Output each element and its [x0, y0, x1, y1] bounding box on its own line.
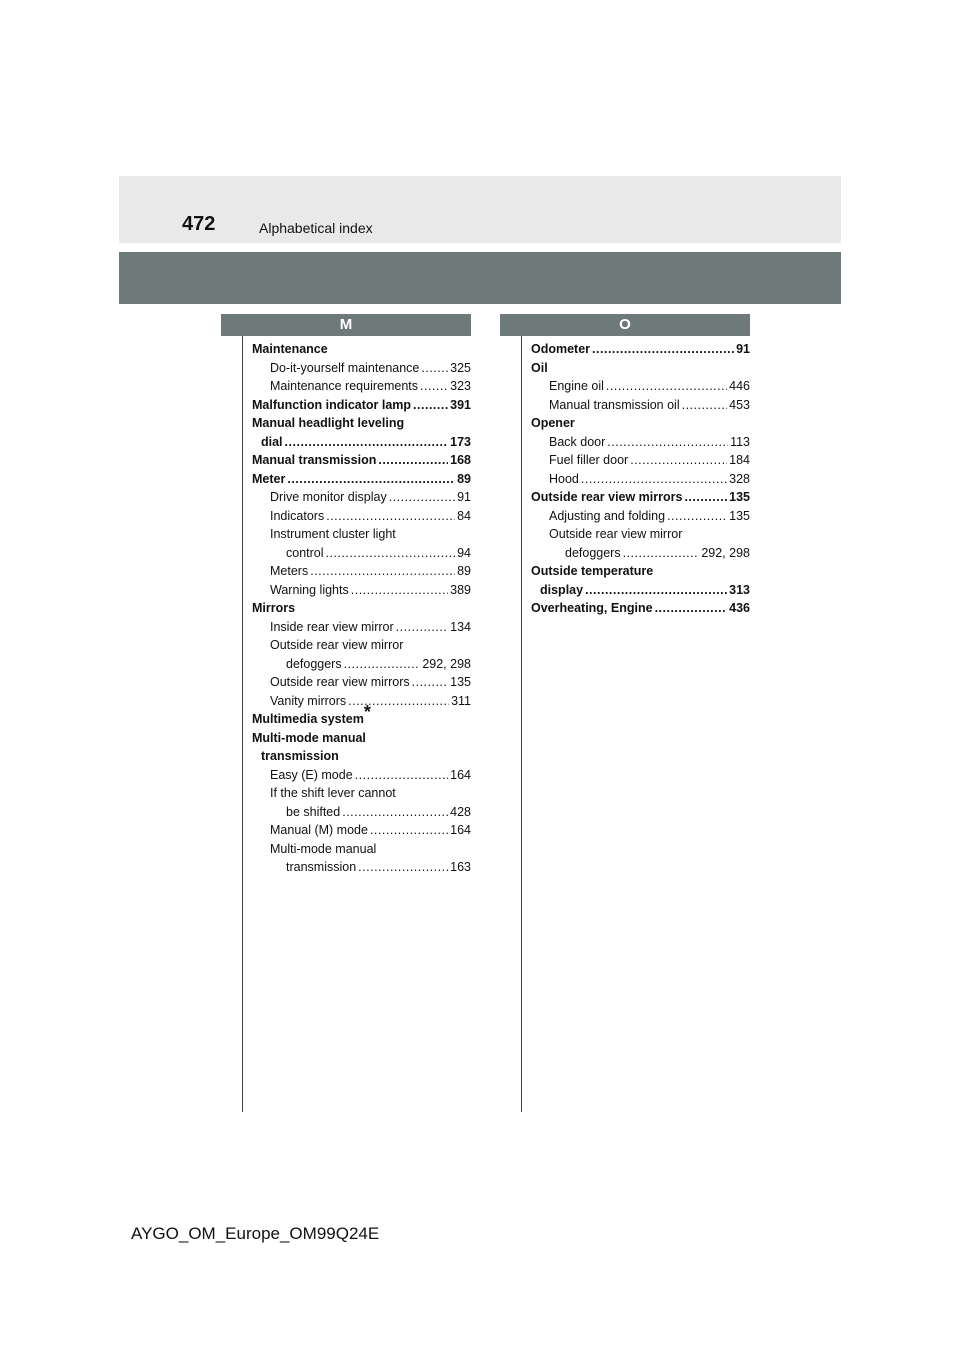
page-reference[interactable]: 428 [450, 804, 471, 819]
index-subentry [252, 692, 471, 711]
entry-term: dial [261, 434, 283, 449]
index-subentry [531, 544, 750, 563]
dot-leader [370, 821, 448, 840]
entry-term: Vanity mirrors [270, 693, 347, 708]
index-entry [252, 729, 471, 748]
entry-term: Easy (E) mode [270, 767, 353, 782]
entry-term: Back door [549, 434, 606, 449]
page-reference[interactable]: 389 [450, 582, 471, 597]
entry-term: Manual transmission oil [549, 397, 680, 412]
index-subentry [531, 507, 750, 526]
page-reference[interactable]: 89 [457, 471, 471, 486]
entry-term: Adjusting and folding [549, 508, 666, 523]
page-reference[interactable]: 446 [729, 379, 750, 393]
index-entry [531, 414, 750, 433]
entry-term: Drive monitor display [270, 490, 387, 504]
page-reference[interactable]: 134 [450, 619, 471, 634]
index-entry [252, 451, 471, 470]
index-entry [531, 488, 750, 507]
page-reference[interactable]: 135 [729, 508, 750, 523]
index-entry [531, 599, 750, 618]
entry-term: Odometer [531, 342, 591, 356]
dot-leader [287, 470, 455, 489]
page-reference[interactable]: 91 [457, 490, 471, 504]
entry-term: Engine oil [549, 379, 604, 393]
index-subentry [252, 488, 471, 507]
column-rule-right [521, 336, 522, 1112]
dot-leader [592, 340, 734, 359]
entry-term: Instrument cluster light [270, 527, 396, 541]
entry-term: Outside rear view mirror [549, 527, 683, 541]
index-subentry [531, 377, 750, 396]
dot-leader [412, 673, 449, 692]
index-subentry [252, 821, 471, 840]
entry-term: Oil [531, 360, 548, 375]
index-entry [252, 340, 471, 359]
page-reference[interactable]: 325 [450, 360, 471, 375]
page-reference[interactable]: 391 [450, 397, 471, 412]
index-entry [252, 599, 471, 618]
dot-leader [682, 396, 728, 415]
page-reference[interactable]: 94 [457, 545, 471, 560]
index-subentry [252, 858, 471, 877]
header-band [119, 176, 841, 243]
index-subentry [252, 655, 471, 674]
dot-leader [378, 451, 448, 470]
dot-leader [326, 507, 455, 526]
dot-leader [351, 581, 448, 600]
index-subentry [252, 618, 471, 637]
dot-leader [344, 655, 421, 674]
page-reference[interactable]: 328 [729, 471, 750, 486]
entry-term: Opener [531, 416, 575, 430]
dot-leader [655, 599, 728, 618]
entry-term: Outside rear view mirror [270, 638, 404, 652]
page-reference[interactable]: 453 [729, 397, 750, 412]
dot-leader [606, 377, 727, 396]
dot-leader [355, 766, 448, 785]
page-reference[interactable]: 313 [729, 582, 750, 597]
entry-term: Manual headlight leveling [252, 416, 405, 430]
entry-term: Outside rear view mirrors [531, 490, 683, 504]
index-subentry [252, 359, 471, 378]
entry-term: defoggers [565, 545, 621, 560]
dot-leader [421, 359, 448, 378]
entry-term: Inside rear view mirror [270, 619, 394, 634]
index-subentry [531, 396, 750, 415]
dot-leader [285, 433, 449, 452]
index-entry [531, 581, 750, 600]
index-entry [252, 414, 471, 433]
dot-leader [607, 433, 728, 452]
index-entry [531, 562, 750, 581]
dot-leader [358, 858, 448, 877]
page-reference[interactable]: 168 [450, 453, 471, 467]
entry-term: be shifted [286, 804, 341, 819]
index-subentry [252, 673, 471, 692]
dot-leader [630, 451, 727, 470]
entry-term: defoggers [286, 656, 342, 671]
index-subentry [531, 525, 750, 544]
entry-term: Multimedia system [252, 712, 364, 726]
index-subentry [252, 562, 471, 581]
index-subentry [252, 766, 471, 785]
dot-leader [581, 470, 727, 489]
index-subentry [252, 840, 471, 859]
index-entry [252, 470, 471, 489]
index-subentry [252, 784, 471, 803]
index-entry [252, 747, 471, 766]
dot-leader [420, 377, 448, 396]
index-subentry [252, 377, 471, 396]
entry-term: Maintenance [252, 342, 328, 356]
entry-term: transmission [261, 749, 339, 763]
page-reference[interactable]: 292, 298 [701, 545, 750, 560]
index-entry [531, 359, 750, 378]
index-subentry [252, 803, 471, 822]
page-reference[interactable]: 173 [450, 434, 471, 449]
index-subentry [252, 581, 471, 600]
entry-term: Outside rear view mirrors [270, 675, 410, 689]
page-reference[interactable]: 164 [450, 767, 471, 782]
letter-header-o: O [500, 314, 750, 336]
index-subentry [531, 433, 750, 452]
dot-leader [326, 544, 456, 563]
index-column-m [252, 340, 471, 877]
page-reference[interactable]: 91 [736, 342, 750, 356]
entry-term: Fuel filler door [549, 453, 629, 467]
entry-term: Mirrors [252, 601, 296, 615]
entry-term: Meter [252, 471, 286, 486]
page-reference[interactable]: 311 [451, 693, 471, 708]
section-title: Alphabetical index [259, 220, 373, 236]
entry-term: Indicators [270, 508, 325, 523]
dot-leader [310, 562, 455, 581]
entry-term: Manual transmission [252, 453, 377, 467]
dot-leader [342, 803, 448, 822]
entry-term: Overheating, Engine [531, 601, 653, 615]
page-reference[interactable]: 184 [729, 453, 750, 467]
page-reference[interactable]: 163 [450, 860, 471, 874]
dot-leader [413, 396, 448, 415]
index-entry [252, 396, 471, 415]
index-subentry [252, 525, 471, 544]
index-subentry [252, 507, 471, 526]
page-reference[interactable]: 89 [457, 564, 471, 578]
page-reference[interactable]: 164 [450, 823, 471, 837]
entry-term: Do-it-yourself maintenance [270, 360, 420, 375]
index-entry [531, 340, 750, 359]
index-entry [252, 433, 471, 452]
entry-term: If the shift lever cannot [270, 786, 396, 800]
entry-term: Maintenance requirements [270, 379, 418, 393]
entry-term: Manual (M) mode [270, 823, 368, 837]
entry-term: Multi-mode manual [252, 730, 366, 745]
index-subentry [252, 544, 471, 563]
dot-leader [623, 544, 700, 563]
page-reference[interactable]: 135 [450, 675, 471, 689]
entry-term: Malfunction indicator lamp [252, 397, 412, 412]
dot-leader [667, 507, 727, 526]
page-reference[interactable]: 436 [729, 601, 750, 615]
entry-term: Warning lights [270, 582, 349, 597]
page-number: 472 [182, 213, 216, 235]
column-rule-left [242, 336, 243, 1112]
entry-term: Multi-mode manual [270, 841, 377, 856]
page-reference[interactable]: 135 [729, 490, 750, 504]
entry-term: Meters [270, 564, 309, 578]
section-banner [119, 252, 841, 304]
index-subentry [531, 451, 750, 470]
entry-term: transmission [286, 860, 357, 874]
document-code: AYGO_OM_Europe_OM99Q24E [131, 1224, 380, 1243]
entry-term: display [540, 582, 584, 597]
entry-term: control [286, 545, 324, 560]
entry-term: Hood [549, 471, 579, 486]
index-column-o [531, 340, 750, 618]
index-subentry [252, 636, 471, 655]
dot-leader [389, 488, 455, 507]
page-reference[interactable]: 113 [730, 434, 750, 449]
entry-term: Outside temperature [531, 564, 654, 578]
page-reference[interactable]: 323 [450, 379, 471, 393]
dot-leader [396, 618, 449, 637]
dot-leader [585, 581, 727, 600]
letter-header-m: M [221, 314, 471, 336]
index-entry: Multimedia system * [252, 710, 471, 729]
page-reference[interactable]: 84 [457, 508, 471, 523]
page-reference[interactable]: 292, 298 [422, 656, 471, 671]
index-subentry [531, 470, 750, 489]
dot-leader [684, 488, 727, 507]
